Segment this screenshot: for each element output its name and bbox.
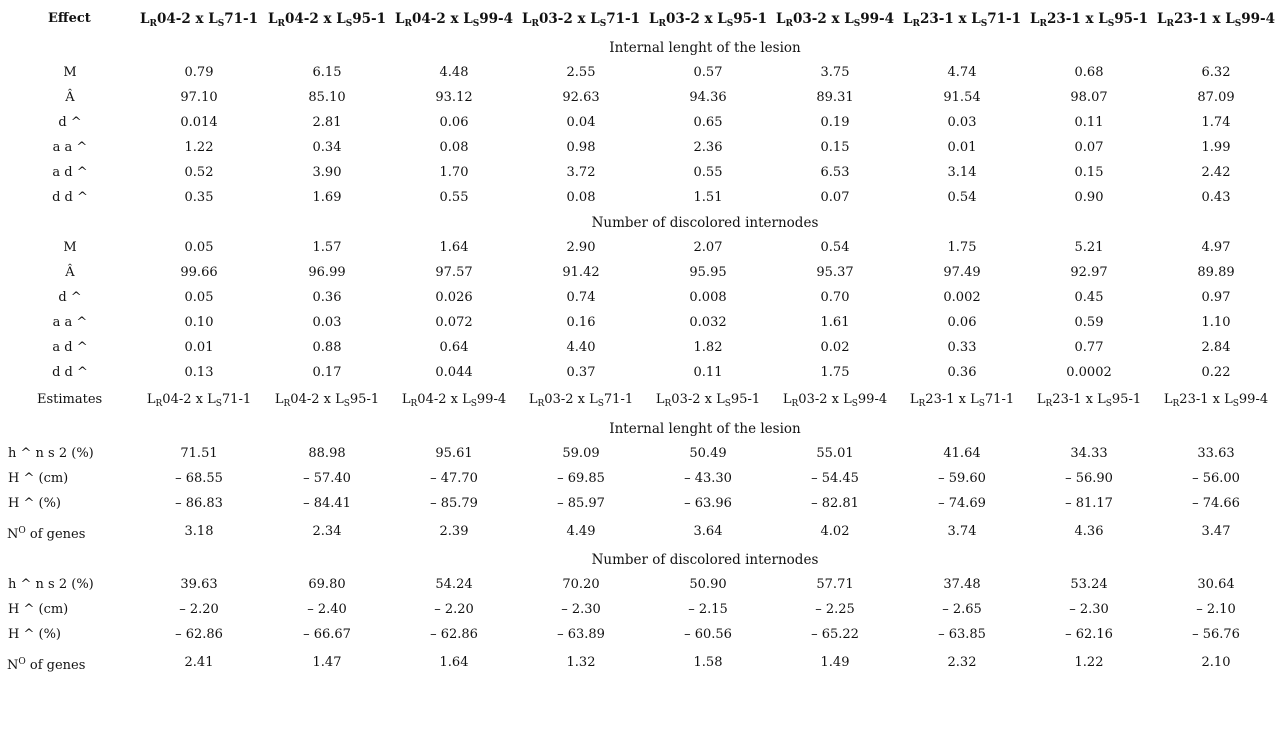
table-cell: – 43.30 — [684, 471, 732, 486]
table-cell: 3.18 — [184, 524, 214, 539]
subscript-s: S — [851, 399, 858, 409]
effects-lesion-row — [0, 162, 1284, 184]
subscript-r: R — [277, 19, 285, 29]
cross-header: $L_R04-2$ x $L_S95-1$ — [267, 11, 386, 29]
table-cell: 0.68 — [1074, 65, 1104, 80]
subscript-r: R — [912, 19, 920, 29]
subscript-s: S — [470, 399, 477, 409]
table-cell: 53.24 — [1070, 577, 1108, 592]
table-cell: 1.75 — [947, 240, 977, 255]
effects-internodes-row — [0, 362, 1284, 384]
effects-lesion-row — [0, 87, 1284, 109]
table-cell: 1.61 — [820, 315, 850, 330]
table-cell: 2.34 — [312, 524, 342, 539]
effects-header-label: Effect — [48, 11, 91, 26]
row-label: d d ^ — [52, 365, 88, 380]
table-cell: 0.90 — [1074, 190, 1104, 205]
table-cell: 95.95 — [689, 265, 727, 280]
table-cell: 0.64 — [439, 340, 469, 355]
table-cell: 3.47 — [1201, 524, 1231, 539]
subscript-r: R — [531, 19, 539, 29]
table-cell: – 85.79 — [430, 496, 478, 511]
table-cell: 97.57 — [435, 265, 473, 280]
table-cell: – 81.17 — [1065, 496, 1113, 511]
subscript-r: R — [1045, 399, 1053, 409]
table-cell: – 84.41 — [303, 496, 351, 511]
table-cell: 0.05 — [184, 290, 214, 305]
table-cell: 89.31 — [816, 90, 854, 105]
table-cell: 3.64 — [693, 524, 723, 539]
subscript-r: R — [785, 19, 793, 29]
table-cell: 4.40 — [566, 340, 596, 355]
table-cell: – 66.67 — [303, 627, 351, 642]
table-cell: 4.74 — [947, 65, 977, 80]
table-cell: 0.03 — [312, 315, 342, 330]
table-cell: 0.97 — [1201, 290, 1231, 305]
estimates-internodes-row — [0, 574, 1284, 596]
genes-internodes — [0, 652, 1284, 674]
subscript-r: R — [664, 399, 672, 409]
section-lesion — [0, 37, 1284, 59]
cross-header: $L_R23-1$ x $L_S71-1$ — [902, 11, 1021, 29]
row-label: h ^ n s 2 (%) — [8, 446, 94, 461]
table-cell: 0.04 — [566, 115, 596, 130]
table-cell: 4.48 — [439, 65, 469, 80]
effects-lesion-row — [0, 62, 1284, 84]
table-cell: 0.02 — [820, 340, 850, 355]
table-cell: 97.49 — [943, 265, 981, 280]
table-cell: 0.54 — [947, 190, 977, 205]
effects-internodes-row — [0, 287, 1284, 309]
cross-header: $L_R04-2$ x $L_S99-4$ — [401, 392, 507, 409]
table-cell: 0.52 — [184, 165, 214, 180]
table-cell: – 2.30 — [561, 602, 601, 617]
subscript-s: S — [980, 19, 988, 29]
table-cell: 3.75 — [820, 65, 850, 80]
row-label: H ^ (cm) — [8, 602, 69, 617]
table-cell: 0.014 — [180, 115, 218, 130]
table-cell: – 2.40 — [307, 602, 347, 617]
subscript-s: S — [343, 399, 350, 409]
table-cell: 3.72 — [566, 165, 596, 180]
row-label: M — [63, 240, 77, 255]
cross-header: $L_R03-2$ x $L_S95-1$ — [648, 11, 767, 29]
table-cell: 99.66 — [180, 265, 218, 280]
effects-internodes-row — [0, 312, 1284, 334]
table-cell: – 2.10 — [1196, 602, 1236, 617]
table-cell: 4.36 — [1074, 524, 1104, 539]
table-cell: 0.08 — [566, 190, 596, 205]
table-cell: – 57.40 — [303, 471, 351, 486]
table-cell: 3.90 — [312, 165, 342, 180]
table-cell: 0.026 — [435, 290, 473, 305]
subscript-r: R — [658, 19, 666, 29]
effects-lesion-row — [0, 112, 1284, 134]
row-label: H ^ (cm) — [8, 471, 69, 486]
table-cell: 0.01 — [184, 340, 214, 355]
row-label: Â — [65, 265, 75, 280]
subscript-s: S — [853, 19, 861, 29]
table-cell: 0.34 — [312, 140, 342, 155]
subscript-r: R — [1166, 19, 1174, 29]
table-cell: 0.65 — [693, 115, 723, 130]
table-cell: – 56.00 — [1192, 471, 1240, 486]
table-cell: 70.20 — [562, 577, 600, 592]
table-cell: – 2.20 — [434, 602, 474, 617]
table-cell: 2.36 — [693, 140, 723, 155]
table-cell: 0.06 — [439, 115, 469, 130]
table-cell: 54.24 — [435, 577, 473, 592]
subscript-s: S — [1234, 19, 1242, 29]
table-cell: – 2.25 — [815, 602, 855, 617]
table-cell: 1.82 — [693, 340, 723, 355]
table-cell: 0.37 — [566, 365, 596, 380]
table-cell: 1.74 — [1201, 115, 1231, 130]
table-cell: 6.32 — [1201, 65, 1231, 80]
section-internodes-estimates — [0, 549, 1284, 571]
table-cell: 1.64 — [439, 240, 469, 255]
table-cell: 0.36 — [947, 365, 977, 380]
table-cell: 57.71 — [816, 577, 854, 592]
subscript-r: R — [918, 399, 926, 409]
table-cell: 0.35 — [184, 190, 214, 205]
table-cell: – 56.76 — [1192, 627, 1240, 642]
table-cell: 59.09 — [562, 446, 600, 461]
subscript-s: S — [1107, 19, 1115, 29]
table-cell: 1.58 — [693, 655, 723, 670]
table-cell: 0.008 — [689, 290, 727, 305]
table-cell: 97.10 — [180, 90, 218, 105]
superscript-o: O — [18, 526, 26, 536]
table-cell: 6.53 — [820, 165, 850, 180]
subscript-s: S — [215, 399, 222, 409]
table-cell: – 74.69 — [938, 496, 986, 511]
table-cell: – 56.90 — [1065, 471, 1113, 486]
subscript-s: S — [726, 19, 734, 29]
table-cell: 2.10 — [1201, 655, 1231, 670]
table-cell: 50.90 — [689, 577, 727, 592]
cross-header: $L_R03-2$ x $L_S99-4$ — [782, 392, 888, 409]
table-cell: 34.33 — [1070, 446, 1108, 461]
table-cell: – 85.97 — [557, 496, 605, 511]
table-cell: 2.42 — [1201, 165, 1231, 180]
row-label: d ^ — [58, 115, 82, 130]
table-cell: 1.49 — [820, 655, 850, 670]
table-cell: 0.19 — [820, 115, 850, 130]
table-cell: 0.15 — [1074, 165, 1104, 180]
genes-label: $N^O$ of genes — [7, 657, 86, 673]
row-label: Â — [65, 90, 75, 105]
table-cell: 85.10 — [308, 90, 346, 105]
table-cell: – 54.45 — [811, 471, 859, 486]
cross-header: $L_R03-2$ x $L_S71-1$ — [521, 11, 640, 29]
subscript-r: R — [410, 399, 418, 409]
table-cell: – 86.83 — [175, 496, 223, 511]
subscript-r: R — [791, 399, 799, 409]
table-cell: 1.69 — [312, 190, 342, 205]
table-cell: 2.39 — [439, 524, 469, 539]
table-cell: – 60.56 — [684, 627, 732, 642]
table-cell: 0.11 — [1074, 115, 1104, 130]
row-label: a a ^ — [52, 315, 88, 330]
section-lesion-estimates — [0, 418, 1284, 440]
table-cell: 50.49 — [689, 446, 727, 461]
genes-lesion — [0, 521, 1284, 543]
subscript-r: R — [155, 399, 163, 409]
table-cell: – 2.30 — [1069, 602, 1109, 617]
row-label: H ^ (%) — [8, 627, 61, 642]
table-cell: – 59.60 — [938, 471, 986, 486]
subscript-s: S — [724, 399, 731, 409]
table-cell: 37.48 — [943, 577, 981, 592]
subscript-s: S — [217, 19, 225, 29]
table-cell: 0.79 — [184, 65, 214, 80]
table-cell: 1.64 — [439, 655, 469, 670]
subscript-r: R — [149, 19, 157, 29]
effects-lesion-row — [0, 137, 1284, 159]
subscript-r: R — [537, 399, 545, 409]
effects-lesion-row — [0, 187, 1284, 209]
subscript-s: S — [1105, 399, 1112, 409]
table-cell: 1.51 — [693, 190, 723, 205]
table-cell: 0.05 — [184, 240, 214, 255]
table-cell: 0.07 — [1074, 140, 1104, 155]
row-label: d ^ — [58, 290, 82, 305]
table-cell: 0.59 — [1074, 315, 1104, 330]
table-cell: 0.032 — [689, 315, 727, 330]
table-cell: 71.51 — [180, 446, 218, 461]
table-cell: 1.57 — [312, 240, 342, 255]
table-cell: – 2.65 — [942, 602, 982, 617]
table-cell: 0.57 — [693, 65, 723, 80]
table-cell: – 47.70 — [430, 471, 478, 486]
table-cell: 0.01 — [947, 140, 977, 155]
effects-header — [0, 8, 1284, 30]
table-cell: 95.61 — [435, 446, 473, 461]
table-cell: 93.12 — [435, 90, 473, 105]
subscript-s: S — [345, 19, 353, 29]
cross-header: $L_R23-1$ x $L_S99-4$ — [1163, 392, 1269, 409]
estimates-header — [0, 389, 1284, 411]
subscript-r: R — [404, 19, 412, 29]
table-cell: – 62.86 — [175, 627, 223, 642]
table-cell: 0.03 — [947, 115, 977, 130]
table-cell: 1.10 — [1201, 315, 1231, 330]
table-cell: – 2.15 — [688, 602, 728, 617]
table-cell: – 82.81 — [811, 496, 859, 511]
table-cell: 0.70 — [820, 290, 850, 305]
cross-header: $L_R04-2$ x $L_S99-4$ — [394, 11, 513, 29]
table-cell: 69.80 — [308, 577, 346, 592]
table-cell: – 74.66 — [1192, 496, 1240, 511]
cross-header: $L_R03-2$ x $L_S95-1$ — [655, 392, 761, 409]
table-cell: 2.90 — [566, 240, 596, 255]
table-cell: 0.54 — [820, 240, 850, 255]
table-cell: 0.22 — [1201, 365, 1231, 380]
cross-header: $L_R23-1$ x $L_S95-1$ — [1029, 11, 1148, 29]
subscript-r: R — [1172, 399, 1180, 409]
estimates-internodes-row — [0, 624, 1284, 646]
table-cell: 0.072 — [435, 315, 473, 330]
section-internodes — [0, 212, 1284, 234]
table-cell: 4.49 — [566, 524, 596, 539]
subscript-r: R — [1039, 19, 1047, 29]
table-cell: 1.22 — [1074, 655, 1104, 670]
table-cell: 92.63 — [562, 90, 600, 105]
subscript-s: S — [472, 19, 480, 29]
table-cell: – 62.86 — [430, 627, 478, 642]
table-cell: 4.02 — [820, 524, 850, 539]
subscript-s: S — [978, 399, 985, 409]
table-cell: 0.36 — [312, 290, 342, 305]
table-cell: 1.32 — [566, 655, 596, 670]
row-label: M — [63, 65, 77, 80]
table-cell: 0.55 — [439, 190, 469, 205]
section-internodes-title: Number of discolored internodes — [591, 215, 819, 231]
cross-header: $L_R04-2$ x $L_S95-1$ — [274, 392, 380, 409]
table-cell: 0.11 — [693, 365, 723, 380]
estimates-header-label: Estimates — [37, 392, 103, 407]
table-cell: 2.07 — [693, 240, 723, 255]
table-cell: – 63.85 — [938, 627, 986, 642]
table-cell: 0.88 — [312, 340, 342, 355]
cross-header: $L_R23-1$ x $L_S99-4$ — [1156, 11, 1275, 29]
table-cell: 0.33 — [947, 340, 977, 355]
table-cell: 2.81 — [312, 115, 342, 130]
row-label: d d ^ — [52, 190, 88, 205]
table-cell: 0.45 — [1074, 290, 1104, 305]
row-label: H ^ (%) — [8, 496, 61, 511]
table-cell: 41.64 — [943, 446, 981, 461]
table-cell: 1.99 — [1201, 140, 1231, 155]
table-cell: 87.09 — [1197, 90, 1235, 105]
table-cell: – 63.89 — [557, 627, 605, 642]
table-cell: 94.36 — [689, 90, 727, 105]
table-cell: 0.13 — [184, 365, 214, 380]
table-cell: – 69.85 — [557, 471, 605, 486]
table-cell: 0.43 — [1201, 190, 1231, 205]
table-cell: 2.55 — [566, 65, 596, 80]
table-cell: – 63.96 — [684, 496, 732, 511]
table-cell: 55.01 — [816, 446, 854, 461]
table-cell: 5.21 — [1074, 240, 1104, 255]
table-cell: 91.42 — [562, 265, 600, 280]
subscript-r: R — [283, 399, 291, 409]
row-label: a a ^ — [52, 140, 88, 155]
table-cell: – 62.16 — [1065, 627, 1113, 642]
table-cell: 0.044 — [435, 365, 473, 380]
effects-internodes-row — [0, 237, 1284, 259]
row-label: a d ^ — [52, 340, 88, 355]
table-cell: – 68.55 — [175, 471, 223, 486]
table-cell: 95.37 — [816, 265, 854, 280]
subscript-s: S — [599, 19, 607, 29]
table-cell: 0.98 — [566, 140, 596, 155]
table-cell: 92.97 — [1070, 265, 1108, 280]
table-cell: 0.15 — [820, 140, 850, 155]
table-cell: 0.17 — [312, 365, 342, 380]
cross-header: $L_R04-2$ x $L_S71-1$ — [139, 11, 258, 29]
cross-header: $L_R03-2$ x $L_S71-1$ — [528, 392, 634, 409]
superscript-o: O — [18, 657, 26, 667]
table-cell: 0.55 — [693, 165, 723, 180]
table-cell: 2.41 — [184, 655, 214, 670]
row-label: a d ^ — [52, 165, 88, 180]
table-cell: 0.002 — [943, 290, 981, 305]
cross-header: $L_R03-2$ x $L_S99-4$ — [775, 11, 894, 29]
table-cell: 3.74 — [947, 524, 977, 539]
table-cell: 1.22 — [184, 140, 214, 155]
table-cell: 39.63 — [180, 577, 218, 592]
table-cell: 2.32 — [947, 655, 977, 670]
table-cell: 1.47 — [312, 655, 342, 670]
estimates-lesion-row — [0, 443, 1284, 465]
table-cell: 0.77 — [1074, 340, 1104, 355]
table-cell: 0.06 — [947, 315, 977, 330]
row-label: h ^ n s 2 (%) — [8, 577, 94, 592]
table-cell: 0.0002 — [1066, 365, 1112, 380]
table-cell: 91.54 — [943, 90, 981, 105]
section-lesion-estimates-title: Internal lenght of the lesion — [609, 421, 801, 437]
cross-header: $L_R04-2$ x $L_S71-1$ — [146, 392, 252, 409]
effects-internodes-row — [0, 262, 1284, 284]
table-cell: 2.84 — [1201, 340, 1231, 355]
table-cell: 3.14 — [947, 165, 977, 180]
genes-label: $N^O$ of genes — [7, 526, 86, 542]
estimates-lesion-row — [0, 468, 1284, 490]
estimates-lesion-row — [0, 493, 1284, 515]
section-internodes-estimates-title: Number of discolored internodes — [591, 552, 819, 568]
table-cell: 88.98 — [308, 446, 346, 461]
table-cell: 0.10 — [184, 315, 214, 330]
table-cell: 89.89 — [1197, 265, 1235, 280]
table-cell: 0.08 — [439, 140, 469, 155]
table-cell: 33.63 — [1197, 446, 1235, 461]
table-cell: – 65.22 — [811, 627, 859, 642]
table-cell: 0.07 — [820, 190, 850, 205]
table-cell: 96.99 — [308, 265, 346, 280]
table-cell: 0.16 — [566, 315, 596, 330]
table-cell: – 2.20 — [179, 602, 219, 617]
subscript-s: S — [597, 399, 604, 409]
effects-internodes-row — [0, 337, 1284, 359]
table-cell: 98.07 — [1070, 90, 1108, 105]
table-cell: 0.74 — [566, 290, 596, 305]
table-cell: 4.97 — [1201, 240, 1231, 255]
cross-header: $L_R23-1$ x $L_S95-1$ — [1036, 392, 1142, 409]
table-cell: 1.70 — [439, 165, 469, 180]
subscript-s: S — [1232, 399, 1239, 409]
table-cell: 30.64 — [1197, 577, 1235, 592]
table-cell: 6.15 — [312, 65, 342, 80]
section-lesion-title: Internal lenght of the lesion — [609, 40, 801, 56]
estimates-internodes-row — [0, 599, 1284, 621]
table-cell: 1.75 — [820, 365, 850, 380]
cross-header: $L_R23-1$ x $L_S71-1$ — [909, 392, 1015, 409]
